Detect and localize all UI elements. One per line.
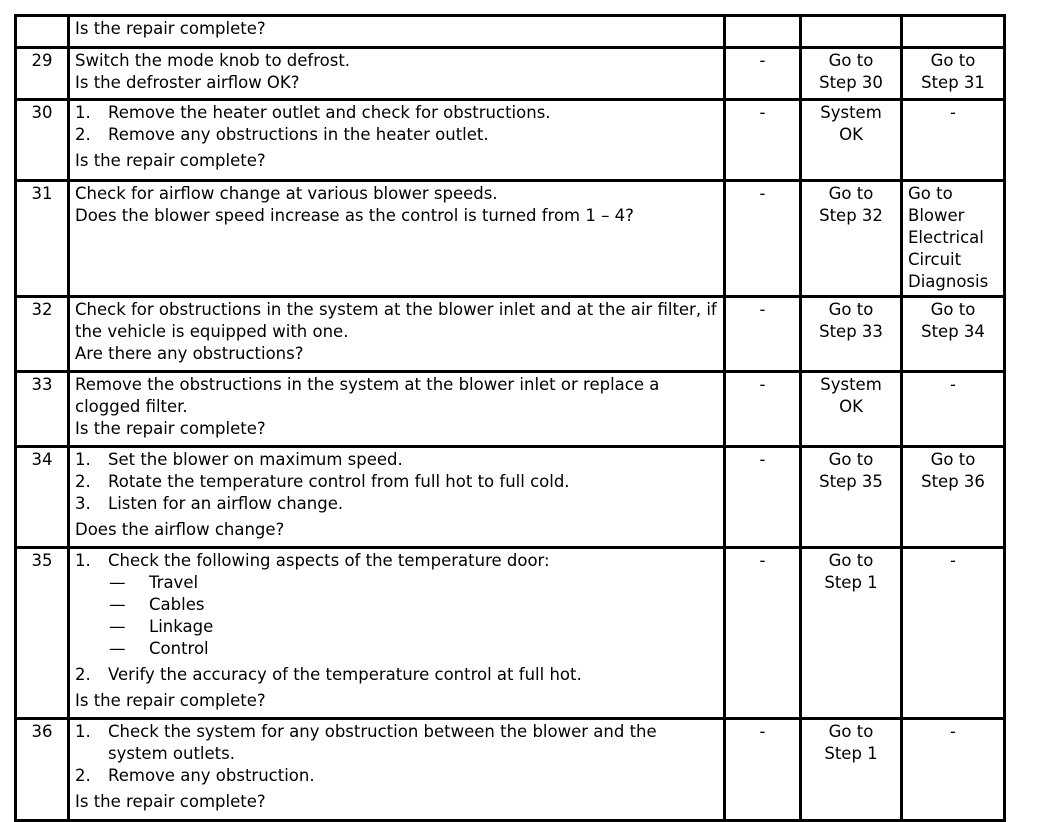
- values-cell: -: [725, 100, 801, 181]
- yes-cell: [801, 16, 902, 48]
- table-row: [16, 447, 1005, 548]
- action-cell: [69, 16, 725, 48]
- no-cell: [902, 16, 1005, 48]
- yes-cell: Go to Step 32: [801, 181, 902, 297]
- values-cell: -: [725, 297, 801, 372]
- step-number: 34: [16, 447, 69, 548]
- list-item: 1. Remove the heater outlet and check for obstructions.: [75, 103, 551, 122]
- step-number: 32: [16, 297, 69, 372]
- values-cell: [725, 16, 801, 48]
- yes-cell: Go to Step 33: [801, 297, 902, 372]
- yes-cell: Go to Step 1: [801, 719, 902, 821]
- action-cell: [69, 447, 725, 548]
- list-item: 2. Rotate the temperature control from full hot to full cold.: [75, 472, 570, 491]
- question-line: Is the repair complete?: [75, 792, 266, 811]
- step-number: 31: [16, 181, 69, 297]
- yes-cell: Go to Step 35: [801, 447, 902, 548]
- action-line: Remove the obstructions in the system at the blower inlet or replace a clogged filter.: [75, 375, 660, 416]
- list-item: 2. Remove any obstruction.: [75, 766, 315, 785]
- values-cell: -: [725, 548, 801, 719]
- action-cell: [69, 48, 725, 100]
- question-line: Is the repair complete?: [75, 691, 266, 710]
- table-row: [16, 48, 1005, 100]
- diagnostic-table: [14, 14, 1006, 822]
- question-line: Is the repair complete?: [75, 151, 266, 170]
- action-line: Check for obstructions in the system at the blower inlet and at the air filter, if the vehicle is equipped with one.: [75, 300, 717, 341]
- list-item: 2. Verify the accuracy of the temperature control at full hot.: [75, 665, 582, 684]
- no-cell: Go to Blower Electrical Circuit Diagnosis: [902, 181, 1005, 297]
- question-line: Does the airflow change?: [75, 520, 285, 539]
- step-number: 33: [16, 372, 69, 447]
- table-row: [16, 100, 1005, 181]
- question-line: Are there any obstructions?: [75, 344, 304, 363]
- step-number: 36: [16, 719, 69, 821]
- action-cell: [69, 372, 725, 447]
- list-item: 1. Check the system for any obstruction between the blower and the system outlets.: [75, 722, 657, 763]
- yes-cell: System OK: [801, 100, 902, 181]
- step-number: [16, 16, 69, 48]
- yes-cell: Go to Step 1: [801, 548, 902, 719]
- action-line: Is the repair complete?: [75, 19, 266, 38]
- no-cell: Go to Step 31: [902, 48, 1005, 100]
- no-cell: Go to Step 34: [902, 297, 1005, 372]
- action-cell: [69, 719, 725, 821]
- sub-item: — Control: [109, 639, 209, 658]
- no-cell: Go to Step 36: [902, 447, 1005, 548]
- values-cell: -: [725, 719, 801, 821]
- values-cell: -: [725, 48, 801, 100]
- question-line: Does the blower speed increase as the control is turned from 1 – 4?: [75, 206, 634, 225]
- list-item: 1. Check the following aspects of the temperature door:: [75, 551, 550, 570]
- no-cell: -: [902, 719, 1005, 821]
- step-number: 35: [16, 548, 69, 719]
- list-item: 1. Set the blower on maximum speed.: [75, 450, 403, 469]
- table-row: [16, 181, 1005, 297]
- sub-item: — Linkage: [109, 617, 214, 636]
- sub-item: — Cables: [109, 595, 205, 614]
- values-cell: -: [725, 181, 801, 297]
- action-cell: [69, 548, 725, 719]
- list-item: 2. Remove any obstructions in the heater outlet.: [75, 125, 489, 144]
- table-row: [16, 372, 1005, 447]
- no-cell: -: [902, 548, 1005, 719]
- sub-item: — Travel: [109, 573, 199, 592]
- values-cell: -: [725, 372, 801, 447]
- action-cell: [69, 181, 725, 297]
- question-line: Is the repair complete?: [75, 419, 266, 438]
- no-cell: -: [902, 100, 1005, 181]
- yes-cell: System OK: [801, 372, 902, 447]
- action-cell: [69, 297, 725, 372]
- action-line: Switch the mode knob to defrost.: [75, 51, 351, 70]
- action-line: Check for airflow change at various blower speeds.: [75, 184, 498, 203]
- table-row: [16, 719, 1005, 821]
- values-cell: -: [725, 447, 801, 548]
- step-number: 30: [16, 100, 69, 181]
- table-row: [16, 297, 1005, 372]
- step-number: 29: [16, 48, 69, 100]
- list-item: 3. Listen for an airflow change.: [75, 494, 344, 513]
- table-row: [16, 16, 1005, 48]
- question-line: Is the defroster airflow OK?: [75, 73, 300, 92]
- no-cell: -: [902, 372, 1005, 447]
- action-cell: [69, 100, 725, 181]
- yes-cell: Go to Step 30: [801, 48, 902, 100]
- table-row: [16, 548, 1005, 719]
